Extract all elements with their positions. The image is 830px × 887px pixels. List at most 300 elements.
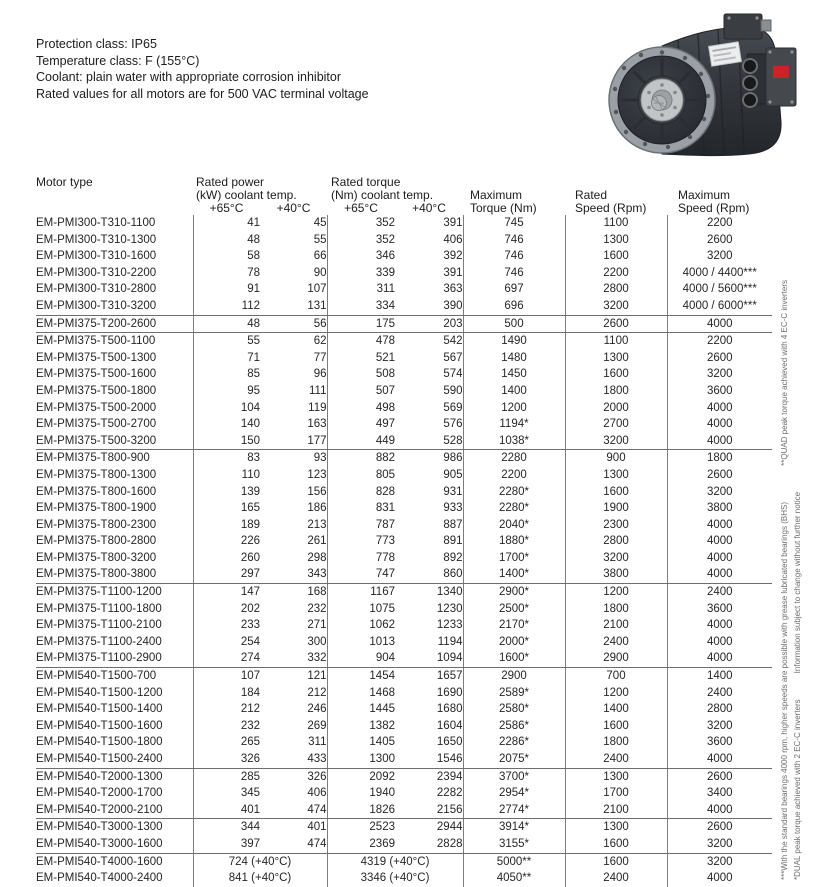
table-cell: 2954* <box>463 785 565 802</box>
table-cell: 1680 <box>395 701 463 718</box>
table-cell: 93 <box>260 450 327 467</box>
table-cell: 4000 <box>706 872 733 885</box>
table-cell: EM-PMI300-T310-1300 <box>36 232 193 249</box>
table-cell: 904 <box>327 650 395 667</box>
table-cell: 931 <box>395 484 463 501</box>
table-cell: 95 <box>247 384 260 397</box>
table-row <box>36 617 772 634</box>
table-cell: 3346 (+40°C) <box>327 870 463 887</box>
table-cell: 905 <box>395 467 463 484</box>
header-max-torque-l2: Torque (Nm) <box>470 201 537 215</box>
table-cell: 1200 <box>565 685 667 702</box>
table-cell: EM-PMI540-T4000-2400 <box>36 870 193 887</box>
table-cell: EM-PMI375-T800-900 <box>36 450 193 467</box>
table-cell: 184 <box>240 686 260 699</box>
table-row <box>36 836 772 853</box>
table-cell: 590 <box>395 383 463 400</box>
table-cell: 805 <box>375 468 395 481</box>
table-row <box>36 768 772 785</box>
table-cell: 892 <box>395 550 463 567</box>
table-cell: 1657 <box>395 668 463 685</box>
header-rated-speed-l1: Rated <box>575 188 608 202</box>
table-cell: 2400 <box>565 634 667 651</box>
table-cell: 1600 <box>565 248 667 265</box>
table-cell: 745 <box>463 215 565 232</box>
table-cell: 111 <box>260 383 327 400</box>
table-cell: 500 <box>463 315 565 333</box>
table-cell: 4000 <box>667 802 772 819</box>
table-row <box>36 450 772 467</box>
table-cell: 85 <box>247 368 260 381</box>
table-cell: 140 <box>240 418 260 431</box>
table-cell: 4000 <box>706 518 733 531</box>
table-row <box>36 734 772 751</box>
table-cell: 363 <box>395 281 463 298</box>
table-cell: 2300 <box>565 517 667 534</box>
table-cell: 285 <box>240 770 260 783</box>
table-cell: 528 <box>395 433 463 450</box>
table-cell: 186 <box>260 500 327 517</box>
header-rated-power-l2: (kW) coolant temp. <box>196 188 297 202</box>
table-cell: 1600 <box>565 366 667 383</box>
table-cell: 1940 <box>369 787 395 800</box>
table-cell: 326 <box>193 751 260 768</box>
table-cell: 107 <box>240 670 260 683</box>
header-rated-speed-l2: Speed (Rpm) <box>575 201 647 215</box>
table-cell: 4050** <box>463 870 565 887</box>
table-cell: 96 <box>260 366 327 383</box>
table-cell: 2400 <box>706 586 733 599</box>
table-cell: 2828 <box>395 836 463 853</box>
table-row <box>36 584 772 601</box>
table-cell: 392 <box>395 248 463 265</box>
rotated-footnotes <box>779 280 804 880</box>
header-rated-torque-l1: Rated torque <box>331 175 401 189</box>
table-cell: 165 <box>240 502 260 515</box>
table-cell: 139 <box>240 485 260 498</box>
table-cell: 1167 <box>370 586 395 599</box>
table-cell: 542 <box>395 333 463 350</box>
table-cell: 150 <box>193 433 260 450</box>
table-cell: 3155* <box>463 836 565 853</box>
table-cell: 3200 <box>565 433 667 450</box>
table-cell: 1600 <box>565 718 667 735</box>
table-cell: 177 <box>260 433 327 450</box>
table-cell: 2900* <box>463 584 565 601</box>
coolant-line: Coolant: plain water with appropriate corrosion inhibitor <box>36 70 342 84</box>
motor-spec-table <box>36 176 772 887</box>
table-cell: EM-PMI375-T500-1300 <box>36 350 193 367</box>
table-cell: 4000 / 5600*** <box>682 283 757 296</box>
table-cell: 2092 <box>369 770 395 783</box>
table-cell: 1600 <box>565 853 667 870</box>
table-cell: 346 <box>375 250 395 263</box>
table-cell: 2523 <box>369 821 395 834</box>
table-cell: 311 <box>260 734 327 751</box>
table-cell: 900 <box>565 450 667 467</box>
footnote-dual: *DUAL peak torque achieved with 2 EC-C inverters <box>792 699 802 880</box>
table-cell: 1600 <box>565 836 667 853</box>
table-cell: 697 <box>463 281 565 298</box>
table-cell: 2100 <box>565 802 667 819</box>
table-cell: 882 <box>375 452 395 465</box>
table-cell: EM-PMI540-T3000-1300 <box>36 819 193 836</box>
table-row <box>36 315 772 333</box>
table-cell: 449 <box>327 433 395 450</box>
table-cell: 131 <box>260 298 327 315</box>
table-cell: 1194* <box>463 416 565 433</box>
table-cell: 2369 <box>327 836 395 853</box>
table-cell: 2600 <box>706 821 733 834</box>
table-cell: EM-PMI375-T500-3200 <box>36 433 193 450</box>
table-cell: 202 <box>240 602 260 615</box>
table-cell: 3800 <box>706 502 733 515</box>
header-rated-torque <box>331 176 433 202</box>
table-cell: 3600 <box>706 602 733 615</box>
table-cell: 2200 <box>706 335 733 348</box>
table-cell: 397 <box>193 836 260 853</box>
table-cell: 2170* <box>463 617 565 634</box>
table-cell: 747 <box>327 566 395 583</box>
brand-label <box>773 66 789 78</box>
table-cell: EM-PMI540-T1500-1400 <box>36 701 193 718</box>
table-cell: 48 <box>193 315 260 333</box>
table-cell: 2580* <box>463 701 565 718</box>
table-cell: EM-PMI540-T1500-700 <box>36 668 193 685</box>
table-cell: 4000 <box>667 650 772 667</box>
footnote-info: Information subject to change without further notice <box>792 491 802 674</box>
header-motor-type: Motor type <box>36 175 93 189</box>
table-cell: 390 <box>395 298 463 315</box>
table-row <box>36 650 772 667</box>
table-cell: 1480 <box>463 350 565 367</box>
table-cell: 1400* <box>463 566 565 583</box>
table-row <box>36 533 772 550</box>
table-cell: 1062 <box>369 619 395 632</box>
table-cell: 498 <box>375 401 395 414</box>
table-cell: 1800 <box>565 734 667 751</box>
table-cell: 1075 <box>369 602 395 615</box>
table-cell: 1445 <box>369 703 395 716</box>
table-row <box>36 853 772 870</box>
table-cell: 78 <box>247 266 260 279</box>
table-cell: 1454 <box>369 670 395 683</box>
table-cell: 1200 <box>565 584 667 601</box>
table-cell: 298 <box>260 550 327 567</box>
table-cell: 1450 <box>463 366 565 383</box>
header-rated-power-l1: Rated power <box>196 175 265 189</box>
header-max-torque <box>470 189 537 215</box>
table-cell: EM-PMI540-T1500-1200 <box>36 685 193 702</box>
table-cell: 3800 <box>565 566 667 583</box>
table-cell: 62 <box>260 333 327 350</box>
table-cell: 232 <box>260 601 327 618</box>
table-cell: EM-PMI375-T1100-2900 <box>36 650 193 667</box>
table-cell: 2586* <box>463 718 565 735</box>
table-cell: 2400 <box>706 686 733 699</box>
header-torque-40: +40°C <box>412 201 446 215</box>
table-cell: 521 <box>375 351 395 364</box>
table-cell: 2280* <box>463 500 565 517</box>
table-cell: 1340 <box>395 584 463 601</box>
table-cell: 841 (+40°C) <box>193 870 327 887</box>
table-cell: EM-PMI540-T2000-1700 <box>36 785 193 802</box>
table-row <box>36 416 772 433</box>
table-cell: 567 <box>395 350 463 367</box>
table-cell: 1300 <box>565 819 667 836</box>
table-cell: 2280* <box>463 484 565 501</box>
table-cell: 2000* <box>463 634 565 651</box>
table-row <box>36 601 772 618</box>
table-cell: 2600 <box>706 351 733 364</box>
table-cell: 83 <box>247 452 260 465</box>
table-cell: 4000 <box>706 551 733 564</box>
table-row <box>36 566 772 583</box>
table-cell: 2600 <box>706 770 733 783</box>
table-cell: EM-PMI540-T2000-1300 <box>36 768 193 785</box>
table-row <box>36 232 772 249</box>
table-cell: 4000 <box>706 418 733 431</box>
table-cell: 569 <box>395 400 463 417</box>
table-row <box>36 500 772 517</box>
table-cell: EM-PMI375-T1100-2100 <box>36 617 193 634</box>
table-row <box>36 215 772 232</box>
table-cell: 112 <box>193 298 260 315</box>
table-cell: 406 <box>395 232 463 249</box>
table-cell: 168 <box>260 584 327 601</box>
table-row <box>36 802 772 819</box>
table-cell: 3200 <box>706 368 733 381</box>
table-cell: 401 <box>193 802 260 819</box>
table-cell: 1400 <box>565 701 667 718</box>
table-cell: 1880* <box>463 533 565 550</box>
table-cell: EM-PMI375-T1100-1800 <box>36 601 193 618</box>
table-cell: 2280 <box>463 450 565 467</box>
table-cell: 1826 <box>327 802 395 819</box>
table-row <box>36 350 772 367</box>
table-cell: 175 <box>327 315 395 333</box>
table-cell: 2600 <box>706 233 733 246</box>
table-cell: 2282 <box>395 785 463 802</box>
table-cell: 1094 <box>395 650 463 667</box>
table-cell: 2100 <box>565 617 667 634</box>
table-cell: EM-PMI375-T500-1100 <box>36 333 193 350</box>
table-cell: 1300 <box>565 768 667 785</box>
table-row <box>36 634 772 651</box>
table-cell: EM-PMI300-T310-2800 <box>36 281 193 298</box>
table-cell: 406 <box>260 785 327 802</box>
table-cell: 474 <box>260 802 327 819</box>
table-body <box>36 215 772 887</box>
table-cell: 746 <box>463 232 565 249</box>
table-cell: 119 <box>260 400 327 417</box>
table-cell: 2000 <box>565 400 667 417</box>
table-cell: 508 <box>375 368 395 381</box>
table-cell: 156 <box>260 484 327 501</box>
table-cell: EM-PMI540-T1500-1800 <box>36 734 193 751</box>
table-cell: 4000 <box>667 433 772 450</box>
table-cell: 2800 <box>706 703 733 716</box>
table-row <box>36 383 772 400</box>
table-cell: EM-PMI540-T1500-2400 <box>36 751 193 768</box>
header-max-speed-l2: Speed (Rpm) <box>678 201 750 215</box>
table-cell: 1194 <box>395 634 463 651</box>
table-cell: 2600 <box>565 315 667 333</box>
table-row <box>36 517 772 534</box>
table-cell: EM-PMI375-T500-2000 <box>36 400 193 417</box>
table-cell: 1700 <box>565 785 667 802</box>
table-cell: 1100 <box>565 333 667 350</box>
table-cell: 3200 <box>706 250 733 263</box>
table-cell: 300 <box>260 634 327 651</box>
table-cell: 4000 / 6000*** <box>667 298 772 315</box>
table-cell: 1800 <box>565 601 667 618</box>
table-cell: 2500* <box>463 601 565 618</box>
table-cell: 77 <box>260 350 327 367</box>
table-cell: 352 <box>375 217 395 229</box>
table-cell: EM-PMI375-T1100-2400 <box>36 634 193 651</box>
table-cell: 90 <box>260 265 327 282</box>
table-cell: 212 <box>260 685 327 702</box>
table-cell: 986 <box>395 450 463 467</box>
table-cell: EM-PMI375-T800-2300 <box>36 517 193 534</box>
header-torque-65: +65°C <box>344 201 378 215</box>
table-cell: 1400 <box>706 670 733 683</box>
table-cell: 3200 <box>565 298 667 315</box>
header-torque-temps <box>327 202 463 215</box>
table-cell: 334 <box>327 298 395 315</box>
table-cell: 3600 <box>706 736 733 749</box>
table-cell: 91 <box>247 283 260 296</box>
table-cell: 246 <box>260 701 327 718</box>
table-cell: EM-PMI300-T310-2200 <box>36 265 193 282</box>
header-max-speed <box>678 189 749 215</box>
table-cell: 3200 <box>667 836 772 853</box>
motor-photo <box>598 4 830 176</box>
table-cell: 344 <box>240 821 260 834</box>
table-cell: 401 <box>260 819 327 836</box>
table-row <box>36 366 772 383</box>
header-max-torque-l1: Maximum <box>470 188 523 202</box>
table-cell: 2400 <box>565 751 667 768</box>
table-cell: 2394 <box>395 768 463 785</box>
table-cell: 574 <box>395 366 463 383</box>
table-cell: EM-PMI375-T800-3800 <box>36 566 193 583</box>
table-cell: 1490 <box>463 333 565 350</box>
table-cell: EM-PMI375-T800-1300 <box>36 467 193 484</box>
table-cell: EM-PMI375-T800-1600 <box>36 484 193 501</box>
table-cell: 2200 <box>463 467 565 484</box>
protection-class-line: Protection class: IP65 <box>36 37 157 51</box>
table-row <box>36 668 772 685</box>
table-cell: 107 <box>260 281 327 298</box>
table-row <box>36 870 772 887</box>
table-cell: 212 <box>240 703 260 716</box>
table-cell: 274 <box>193 650 260 667</box>
table-cell: 3200 <box>565 550 667 567</box>
table-cell: 5000** <box>463 853 565 870</box>
table-cell: 1690 <box>395 685 463 702</box>
table-cell: EM-PMI375-T800-2800 <box>36 533 193 550</box>
header-rated-torque-l2: (Nm) coolant temp. <box>331 188 434 202</box>
table-cell: 4000 <box>667 566 772 583</box>
table-cell: EM-PMI375-T500-2700 <box>36 416 193 433</box>
table-row <box>36 298 772 315</box>
footnote-line-2 <box>792 280 805 880</box>
table-cell: 260 <box>240 551 260 564</box>
table-cell: 576 <box>395 416 463 433</box>
table-cell: 203 <box>395 315 463 333</box>
table-cell: 1013 <box>369 635 395 648</box>
table-cell: EM-PMI300-T310-3200 <box>36 298 193 315</box>
table-cell: 2200 <box>706 217 733 229</box>
table-cell: 3600 <box>706 384 733 397</box>
table-cell: 1405 <box>369 736 395 749</box>
table-cell: 3700* <box>463 768 565 785</box>
table-cell: EM-PMI300-T310-1100 <box>36 215 193 232</box>
table-cell: 1468 <box>369 686 395 699</box>
table-cell: 189 <box>240 518 260 531</box>
table-cell: 474 <box>260 836 327 853</box>
table-cell: 2800 <box>565 533 667 550</box>
table-cell: 1038* <box>463 433 565 450</box>
table-cell: 2900 <box>463 668 565 685</box>
table-cell: 1600* <box>463 650 565 667</box>
table-cell: 2156 <box>395 802 463 819</box>
table-cell: 1300 <box>565 350 667 367</box>
table-cell: 71 <box>247 351 260 364</box>
table-cell: 1400 <box>463 383 565 400</box>
table-row <box>36 333 772 350</box>
table-cell: 3400 <box>706 787 733 800</box>
table-cell: 1200 <box>463 400 565 417</box>
table-cell: 1233 <box>395 617 463 634</box>
table-cell: 746 <box>463 265 565 282</box>
table-cell: 343 <box>260 566 327 583</box>
table-cell: EM-PMI375-T800-3200 <box>36 550 193 567</box>
table-cell: 4000 <box>706 619 733 632</box>
table-cell: EM-PMI375-T1100-1200 <box>36 584 193 601</box>
table-cell: EM-PMI375-T800-1900 <box>36 500 193 517</box>
header-max-speed-l1: Maximum <box>678 188 731 202</box>
rated-values-line: Rated values for all motors are for 500 VAC terminal voltage <box>36 86 369 101</box>
table-row <box>36 819 772 836</box>
table-row <box>36 751 772 768</box>
table-cell: 269 <box>260 718 327 735</box>
table-cell: 746 <box>463 248 565 265</box>
table-cell: 4319 (+40°C) <box>327 853 463 870</box>
table-cell: 700 <box>565 668 667 685</box>
table-cell: EM-PMI540-T4000-1600 <box>36 853 193 870</box>
table-cell: 831 <box>375 502 395 515</box>
table-cell: 4000 <box>706 635 733 648</box>
table-cell: 226 <box>240 535 260 548</box>
table-cell: 104 <box>240 401 260 414</box>
table-cell: 3200 <box>706 719 733 732</box>
table-cell: 55 <box>247 335 260 348</box>
table-data <box>36 215 772 887</box>
header-power-40: +40°C <box>276 201 311 215</box>
table-cell: 773 <box>375 535 395 548</box>
table-cell: 345 <box>240 787 260 800</box>
header-rated-power <box>196 176 297 202</box>
table-cell: 56 <box>260 315 327 333</box>
table-row <box>36 484 772 501</box>
table-cell: 3200 <box>706 855 733 868</box>
table-cell: 887 <box>395 517 463 534</box>
table-cell: 2800 <box>565 281 667 298</box>
table-cell: 933 <box>395 500 463 517</box>
